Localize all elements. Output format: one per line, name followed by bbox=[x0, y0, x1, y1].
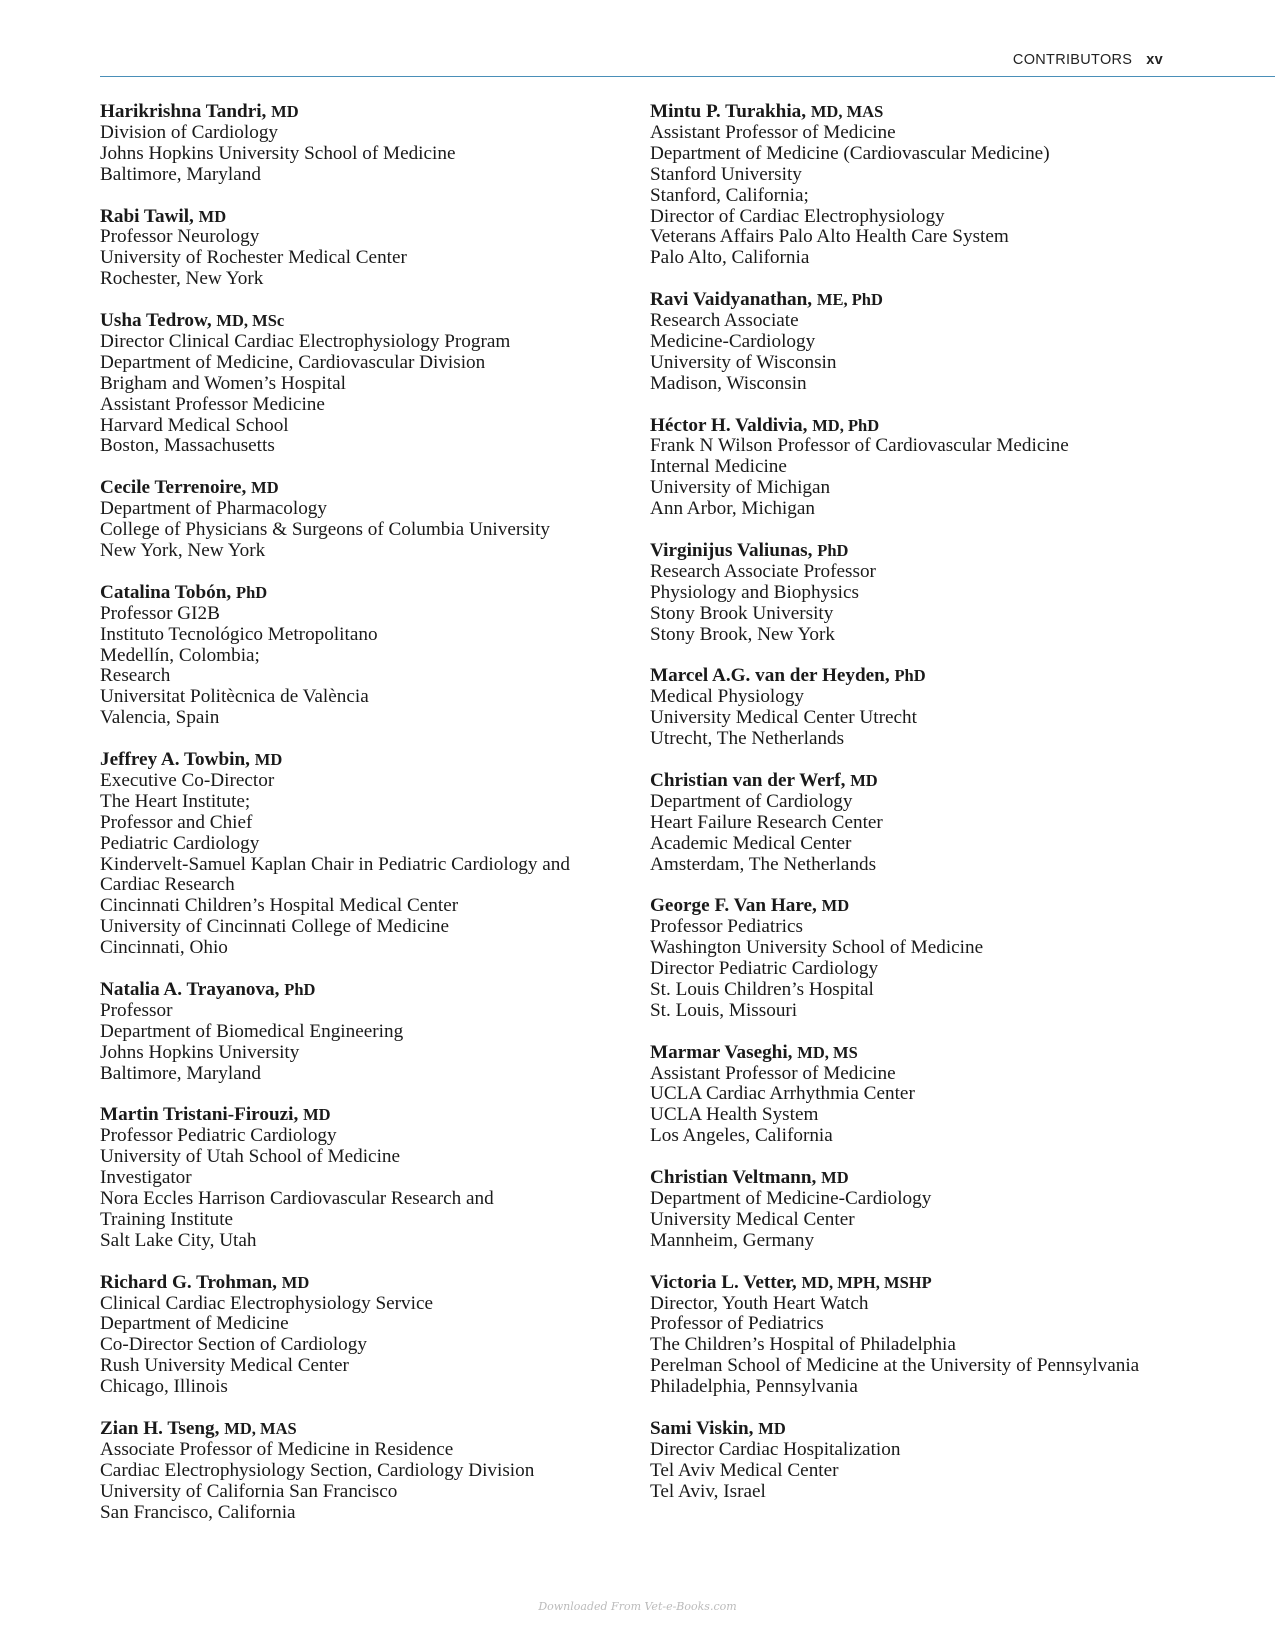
affiliation-line: Ann Arbor, Michigan bbox=[650, 498, 815, 520]
contributor-degrees: MD, PhD bbox=[812, 415, 880, 435]
affiliation-line: Nora Eccles Harrison Cardiovascular Research and bbox=[100, 1188, 494, 1210]
contributor-name bbox=[100, 207, 620, 228]
contributor-name-text: George F. Van Hare, bbox=[650, 895, 817, 917]
affiliation-line: University Medical Center bbox=[650, 1208, 855, 1230]
affiliation-line: Professor bbox=[100, 999, 173, 1021]
contributor-name-text: Usha Tedrow, bbox=[100, 310, 212, 332]
affiliation-line: Director Cardiac Hospitalization bbox=[650, 1438, 901, 1460]
affiliation-line: Director Clinical Cardiac Electrophysiology Program bbox=[100, 330, 511, 352]
contributor-entry bbox=[100, 1273, 620, 1398]
affiliation-line: University of California San Francisco bbox=[100, 1480, 398, 1502]
affiliation-line: Pediatric Cardiology bbox=[100, 832, 260, 854]
contributor-entry bbox=[100, 478, 620, 562]
contributor-degrees: MD bbox=[758, 1418, 786, 1438]
contributor-name bbox=[100, 1419, 620, 1440]
affiliation-line: Assistant Professor of Medicine bbox=[650, 121, 896, 143]
affiliation-line: Johns Hopkins University bbox=[100, 1041, 300, 1063]
contributor-name bbox=[650, 666, 1250, 687]
contributor-name-text: Martin Tristani-Firouzi, bbox=[100, 1104, 299, 1126]
contributor-entry bbox=[100, 980, 620, 1085]
affiliation-line: Professor Pediatric Cardiology bbox=[100, 1125, 337, 1147]
affiliation-line: Palo Alto, California bbox=[650, 247, 810, 269]
contributor-name-text: Catalina Tobón, bbox=[100, 581, 232, 603]
contributor-name bbox=[650, 102, 1250, 123]
contributor-name bbox=[650, 771, 1250, 792]
contributor-entry bbox=[650, 1419, 1250, 1503]
contributor-entry bbox=[100, 1419, 620, 1524]
affiliation-line: UCLA Health System bbox=[650, 1104, 819, 1126]
affiliation-line: St. Louis, Missouri bbox=[650, 999, 798, 1021]
affiliation-line: University of Wisconsin bbox=[650, 351, 837, 373]
affiliation-line: San Francisco, California bbox=[100, 1501, 296, 1523]
affiliation-line: Perelman School of Medicine at the University of Pennsylvania bbox=[650, 1355, 1140, 1377]
contributor-entry bbox=[650, 290, 1250, 395]
affiliation-line: University of Michigan bbox=[650, 477, 831, 499]
affiliation-line: Baltimore, Maryland bbox=[100, 1062, 261, 1084]
affiliation-line: University of Cincinnati College of Medicine bbox=[100, 916, 450, 938]
affiliation-line: Associate Professor of Medicine in Residence bbox=[100, 1438, 454, 1460]
contributor-name-text: Zian H. Tseng, bbox=[100, 1417, 220, 1439]
affiliation-line: Research bbox=[100, 665, 171, 687]
affiliation-line: Brigham and Women’s Hospital bbox=[100, 372, 346, 394]
affiliation-line: Co-Director Section of Cardiology bbox=[100, 1334, 367, 1356]
affiliation-line: Professor of Pediatrics bbox=[650, 1313, 824, 1335]
affiliation-line: Philadelphia, Pennsylvania bbox=[650, 1376, 858, 1398]
contributor-entry bbox=[100, 750, 620, 959]
contributor-degrees: PhD bbox=[235, 582, 268, 602]
contributor-name-text: Natalia A. Trayanova, bbox=[100, 978, 280, 1000]
affiliation-line: Frank N Wilson Professor of Cardiovascular Medicine bbox=[650, 435, 1069, 457]
affiliation-line: Instituto Tecnológico Metropolitano bbox=[100, 623, 378, 645]
contributor-name-text: Marmar Vaseghi, bbox=[650, 1041, 793, 1063]
running-header bbox=[1013, 52, 1163, 72]
affiliation-line: The Heart Institute; bbox=[100, 790, 251, 812]
affiliation-line: Salt Lake City, Utah bbox=[100, 1229, 257, 1251]
affiliation-line: Medicine-Cardiology bbox=[650, 330, 816, 352]
affiliation-line: Tel Aviv Medical Center bbox=[650, 1459, 839, 1481]
contributor-name bbox=[100, 1105, 620, 1126]
contributor-entry bbox=[650, 416, 1250, 521]
affiliation-line: Johns Hopkins University School of Medicine bbox=[100, 142, 456, 164]
contributor-degrees: MD bbox=[251, 478, 279, 498]
affiliation-line: Stanford, California; bbox=[650, 184, 809, 206]
affiliation-line: Medellín, Colombia; bbox=[100, 644, 260, 666]
affiliation-line: Department of Medicine-Cardiology bbox=[650, 1188, 932, 1209]
contributor-entry bbox=[650, 541, 1250, 646]
affiliation-line: Clinical Cardiac Electrophysiology Service bbox=[100, 1292, 434, 1314]
contributor-name bbox=[650, 1043, 1250, 1064]
right-column bbox=[650, 102, 1250, 1523]
contributor-degrees: MD, MAS bbox=[810, 102, 884, 121]
section-title: CONTRIBUTORS bbox=[1012, 52, 1133, 68]
affiliation-line: College of Physicians & Surgeons of Columbia University bbox=[100, 519, 550, 541]
contributor-name-text: Victoria L. Vetter, bbox=[650, 1271, 797, 1293]
contributor-name bbox=[650, 416, 1250, 437]
contributor-degrees: MD, MPH, MSHP bbox=[801, 1272, 932, 1292]
affiliation-line: University Medical Center Utrecht bbox=[650, 707, 917, 729]
contributor-entry bbox=[650, 771, 1250, 876]
contributor-name-text: Jeffrey A. Towbin, bbox=[100, 749, 250, 771]
affiliation-line: Valencia, Spain bbox=[100, 707, 220, 729]
contributor-entry bbox=[650, 1168, 1250, 1252]
page-number: xv bbox=[1146, 52, 1163, 68]
affiliation-line: Department of Medicine (Cardiovascular Medicine) bbox=[650, 142, 1050, 164]
contributor-degrees: MD bbox=[821, 1168, 849, 1188]
contributor-entry bbox=[100, 1105, 620, 1251]
affiliation-line: Director, Youth Heart Watch bbox=[650, 1292, 869, 1314]
affiliation-line: Universitat Politècnica de València bbox=[100, 686, 369, 708]
contributor-degrees: PhD bbox=[284, 979, 316, 999]
affiliation-line: Director Pediatric Cardiology bbox=[650, 958, 879, 980]
contributor-name-text: Christian Veltmann, bbox=[650, 1167, 817, 1189]
contributor-degrees: PhD bbox=[894, 666, 926, 686]
affiliation-line: Cardiac Research bbox=[100, 874, 235, 896]
affiliation-line: Heart Failure Research Center bbox=[650, 811, 883, 833]
affiliation-line: Boston, Massachusetts bbox=[100, 435, 275, 457]
affiliation-line: Veterans Affairs Palo Alto Health Care System bbox=[650, 226, 1009, 248]
affiliation-line: Rush University Medical Center bbox=[100, 1355, 349, 1377]
contributor-entry bbox=[650, 1273, 1250, 1398]
affiliation-line: Chicago, Illinois bbox=[100, 1376, 228, 1398]
contributor-degrees: PhD bbox=[817, 540, 849, 560]
contributor-entry bbox=[100, 207, 620, 291]
affiliation-line: Baltimore, Maryland bbox=[100, 163, 261, 185]
contributor-name bbox=[100, 583, 620, 604]
contributor-degrees: MD bbox=[850, 770, 878, 790]
affiliation-line: Stony Brook, New York bbox=[650, 623, 835, 645]
affiliation-line: Madison, Wisconsin bbox=[650, 372, 807, 394]
affiliation-line: The Children’s Hospital of Philadelphia bbox=[650, 1334, 956, 1356]
affiliation-line: Washington University School of Medicine bbox=[650, 937, 984, 959]
contributor-degrees: MD, MAS bbox=[224, 1418, 297, 1438]
affiliation-line: St. Louis Children’s Hospital bbox=[650, 978, 874, 1000]
affiliation-line: Cincinnati, Ohio bbox=[100, 937, 228, 959]
contributor-entry bbox=[650, 102, 1250, 269]
contributor-degrees: MD, MS bbox=[797, 1042, 858, 1062]
affiliation-line: Assistant Professor Medicine bbox=[100, 393, 325, 415]
contributor-entry bbox=[100, 583, 620, 729]
contributor-name bbox=[650, 1168, 1250, 1189]
contributor-degrees: MD bbox=[303, 1105, 331, 1125]
affiliation-line: Stanford University bbox=[650, 163, 802, 185]
contributor-name bbox=[650, 896, 1250, 917]
contributor-entry bbox=[650, 666, 1250, 750]
contributor-name-text: Héctor H. Valdivia, bbox=[650, 414, 808, 436]
affiliation-line: Professor GI2B bbox=[100, 602, 220, 624]
affiliation-line: Investigator bbox=[100, 1167, 192, 1189]
affiliation-line: Cincinnati Children’s Hospital Medical Center bbox=[100, 895, 459, 917]
affiliation-line: Director of Cardiac Electrophysiology bbox=[650, 205, 945, 227]
affiliation-line: Harvard Medical School bbox=[100, 414, 289, 436]
affiliation-line: Assistant Professor of Medicine bbox=[650, 1062, 896, 1084]
contributor-entry bbox=[650, 1043, 1250, 1148]
affiliation-line: Department of Pharmacology bbox=[100, 498, 327, 520]
affiliation-line: Rochester, New York bbox=[100, 268, 264, 290]
affiliation-line: Professor Neurology bbox=[100, 226, 260, 248]
contributor-name bbox=[100, 1273, 620, 1294]
contributor-name-text: Christian van der Werf, bbox=[650, 769, 846, 791]
contributor-name bbox=[100, 102, 620, 123]
affiliation-line: Utrecht, The Netherlands bbox=[650, 728, 845, 750]
affiliation-line: Department of Cardiology bbox=[650, 790, 853, 812]
contributor-name bbox=[650, 541, 1250, 562]
affiliation-line: UCLA Cardiac Arrhythmia Center bbox=[650, 1083, 915, 1105]
affiliation-line: Executive Co-Director bbox=[100, 769, 275, 791]
affiliation-line: Medical Physiology bbox=[650, 686, 805, 708]
affiliation-line: Stony Brook University bbox=[650, 602, 834, 624]
contributor-degrees: MD bbox=[821, 896, 850, 916]
affiliation-line: Training Institute bbox=[100, 1208, 234, 1230]
affiliation-line: Professor and Chief bbox=[100, 811, 253, 833]
contributor-name-text: Virginijus Valiunas, bbox=[650, 539, 813, 561]
contributor-degrees: MD bbox=[271, 102, 299, 121]
watermark: Downloaded From Vet-e-Books.com bbox=[538, 1600, 737, 1613]
contributor-degrees: MD, MSc bbox=[216, 311, 285, 331]
affiliation-line: Cardiac Electrophysiology Section, Cardiology Division bbox=[100, 1459, 535, 1481]
affiliation-line: Physiology and Biophysics bbox=[650, 581, 859, 603]
contributor-name bbox=[100, 478, 620, 499]
contributor-name-text: Sami Viskin, bbox=[650, 1417, 754, 1439]
affiliation-line: Research Associate Professor bbox=[650, 560, 876, 582]
contributor-name-text: Mintu P. Turakhia, bbox=[650, 101, 807, 122]
contributor-degrees: ME, PhD bbox=[816, 290, 883, 310]
contributor-name bbox=[100, 980, 620, 1001]
contributor-entry bbox=[100, 102, 620, 186]
left-column bbox=[100, 102, 620, 1544]
affiliation-line: Division of Cardiology bbox=[100, 121, 279, 143]
contributor-name-text: Marcel A.G. van der Heyden, bbox=[650, 665, 890, 687]
contributor-name-text: Ravi Vaidyanathan, bbox=[650, 289, 813, 311]
affiliation-line: Kindervelt-Samuel Kaplan Chair in Pediatric Cardiology and bbox=[100, 853, 570, 875]
affiliation-line: Mannheim, Germany bbox=[650, 1229, 815, 1251]
contributor-name bbox=[650, 1419, 1250, 1440]
affiliation-line: Professor Pediatrics bbox=[650, 916, 803, 938]
contributor-name-text: Harikrishna Tandri, bbox=[100, 101, 267, 122]
contributor-name bbox=[650, 290, 1250, 311]
affiliation-line: New York, New York bbox=[100, 539, 266, 561]
contributor-degrees: MD bbox=[281, 1272, 310, 1292]
affiliation-line: Internal Medicine bbox=[650, 456, 787, 478]
affiliation-line: Tel Aviv, Israel bbox=[650, 1480, 766, 1502]
contributor-name-text: Cecile Terrenoire, bbox=[100, 477, 247, 499]
affiliation-line: Department of Biomedical Engineering bbox=[100, 1020, 404, 1042]
affiliation-line: Research Associate bbox=[650, 310, 799, 332]
affiliation-line: University of Rochester Medical Center bbox=[100, 247, 407, 269]
contributor-degrees: MD bbox=[254, 750, 283, 770]
affiliation-line: University of Utah School of Medicine bbox=[100, 1146, 401, 1168]
contributor-name-text: Rabi Tawil, bbox=[100, 205, 194, 227]
contributor-name bbox=[100, 750, 620, 771]
contributor-name-text: Richard G. Trohman, bbox=[100, 1271, 277, 1293]
affiliation-line: Academic Medical Center bbox=[650, 832, 852, 854]
contributor-name bbox=[100, 311, 620, 332]
contributor-name bbox=[650, 1273, 1250, 1294]
contributor-entry bbox=[100, 311, 620, 457]
affiliation-line: Department of Medicine, Cardiovascular Division bbox=[100, 351, 486, 373]
affiliation-line: Los Angeles, California bbox=[650, 1125, 833, 1147]
header-rule bbox=[100, 76, 1275, 77]
affiliation-line: Amsterdam, The Netherlands bbox=[650, 853, 877, 875]
contributor-entry bbox=[650, 896, 1250, 1021]
contributor-degrees: MD bbox=[198, 206, 227, 226]
affiliation-line: Department of Medicine bbox=[100, 1313, 289, 1335]
